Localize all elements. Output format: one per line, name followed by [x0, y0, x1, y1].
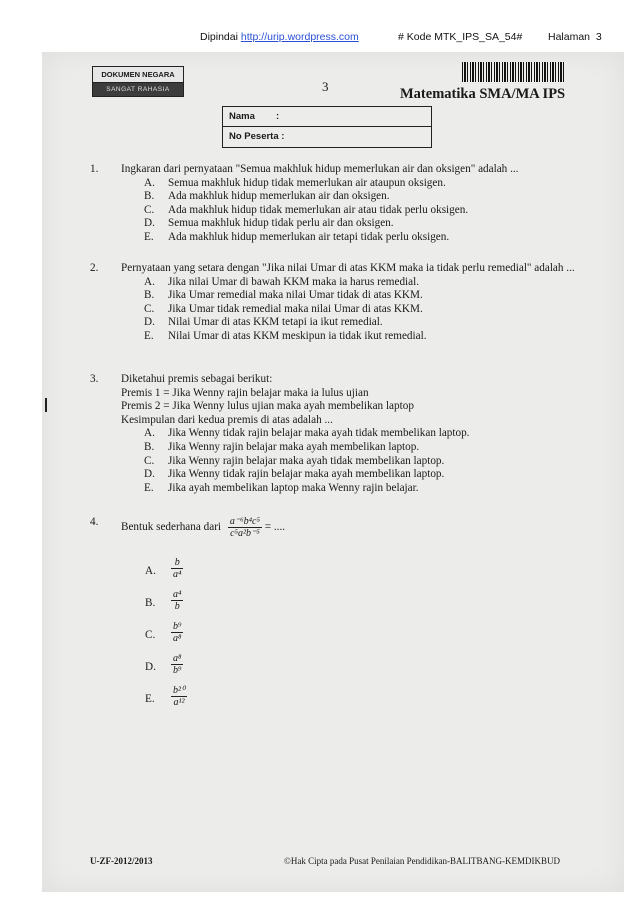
question-1: [90, 163, 601, 245]
margin-mark: [45, 398, 47, 412]
option-b: B. Ada makhluk hidup memerlukan air dan oksigen.: [144, 190, 390, 203]
option-c: C. Ada makhluk hidup tidak memerlukan air atau tidak perlu oksigen.: [144, 203, 469, 216]
option-fraction: $\frac{\text{a⁸}}{\text{b⁹}}$: [173, 653, 182, 676]
option-fraction: $\frac{\text{b⁹}}{\text{a⁸}}$: [173, 621, 182, 644]
option-e: E. Ada makhluk hidup memerlukan air tetapi tidak perlu oksigen.: [144, 230, 450, 243]
premis-2: Premis 2 = Jika Wenny lulus ujian maka ayah membelikan laptop: [121, 400, 414, 413]
question-stem: Diketahui premis sebagai berikut:: [121, 373, 273, 385]
stamp-bottom: SANGAT RAHASIA: [93, 83, 183, 96]
source-link[interactable]: http://urip.wordpress.com: [240, 31, 359, 43]
question-4: [90, 516, 601, 539]
option-a: A. Jika nilai Umar di bawah KKM maka ia harus remedial.: [144, 275, 420, 288]
expression-fraction: $\frac{\text{a⁻⁶b⁴c⁵}}{\text{c⁵a²b⁻⁵}}$: [229, 516, 260, 539]
header-page: Halaman 3: [548, 31, 602, 43]
footer-code: U-ZF-2012/2013: [90, 856, 153, 866]
question-2: [90, 262, 591, 344]
option-c: C. Jika Umar tidak remedial maka nilai Umar di atas KKM.: [144, 302, 423, 315]
question-number: 3.: [90, 373, 99, 385]
question-number: 4.: [90, 516, 99, 528]
document-stamp: [92, 66, 184, 97]
question-number: 1.: [90, 163, 99, 175]
premis-1: Premis 1 = Jika Wenny rajin belajar maka ia lulus ujian: [121, 386, 369, 399]
question-3: [90, 373, 601, 495]
option-b: B. Jika Wenny rajin belajar maka ayah membelikan laptop.: [144, 440, 420, 453]
option-fraction: $\frac{\text{b²⁰}}{\text{a¹²}}$: [173, 685, 186, 708]
option-a: A. Jika Wenny tidak rajin belajar maka ayah tidak membelikan laptop.: [144, 427, 470, 440]
subject-title: Matematika SMA/MA IPS: [400, 86, 566, 102]
stamp-top: DOKUMEN NEGARA: [93, 67, 183, 83]
peserta-row: No Peserta :: [223, 126, 431, 146]
option-d: D. Nilai Umar di atas KKM tetapi ia ikut remedial.: [144, 316, 383, 329]
option-c: C. Jika Wenny rajin belajar maka ayah tidak membelikan laptop.: [144, 454, 445, 467]
footer-copyright: ©Hak Cipta pada Pusat Penilaian Pendidikan-BALITBANG-KEMDIKBUD: [284, 856, 561, 866]
option-d: D. Jika Wenny tidak rajin belajar maka ayah membelikan laptop.: [144, 468, 445, 481]
option-e: E. Jika ayah membelikan laptop maka Wenny rajin belajar.: [144, 481, 419, 494]
barcode-image: [462, 62, 566, 82]
doc-page-number: 3: [322, 79, 329, 94]
option-fraction: $\frac{\text{a⁴}}{b}$: [173, 589, 182, 612]
question-stem: Bentuk sederhana dari $\frac{\text{a⁻⁶b⁴c⁵}}{\text{c⁵a²b⁻⁵}}$ = ....: [121, 516, 286, 539]
page-header: [0, 0, 638, 56]
header-source: Dipindai http://urip.wordpress.com: [200, 31, 359, 43]
option-d: D. Semua makhluk hidup tidak perlu air dan oksigen.: [144, 217, 394, 230]
identity-box: [222, 106, 432, 148]
question-stem: Ingkaran dari pernyataan "Semua makhluk hidup memerlukan air dan oksigen" adalah ...: [121, 163, 519, 175]
conclusion-prompt: Kesimpulan dari kedua premis di atas adalah ...: [121, 413, 333, 426]
option-e: E. Nilai Umar di atas KKM meskipun ia tidak ikut remedial.: [144, 329, 427, 342]
question-stem: Pernyataan yang setara dengan "Jika nilai Umar di atas KKM maka ia tidak perlu remedial" adalah ...: [121, 262, 575, 274]
option-b: B. Jika Umar remedial maka nilai Umar tidak di atas KKM.: [144, 289, 423, 302]
header-code: # Kode MTK_IPS_SA_54#: [398, 31, 523, 43]
option-fraction: $\frac{b}{\text{a⁴}}$: [173, 557, 182, 580]
name-row: Nama :: [229, 111, 280, 122]
question-number: 2.: [90, 262, 99, 274]
option-a: A. Semua makhluk hidup tidak memerlukan air ataupun oksigen.: [144, 176, 446, 189]
